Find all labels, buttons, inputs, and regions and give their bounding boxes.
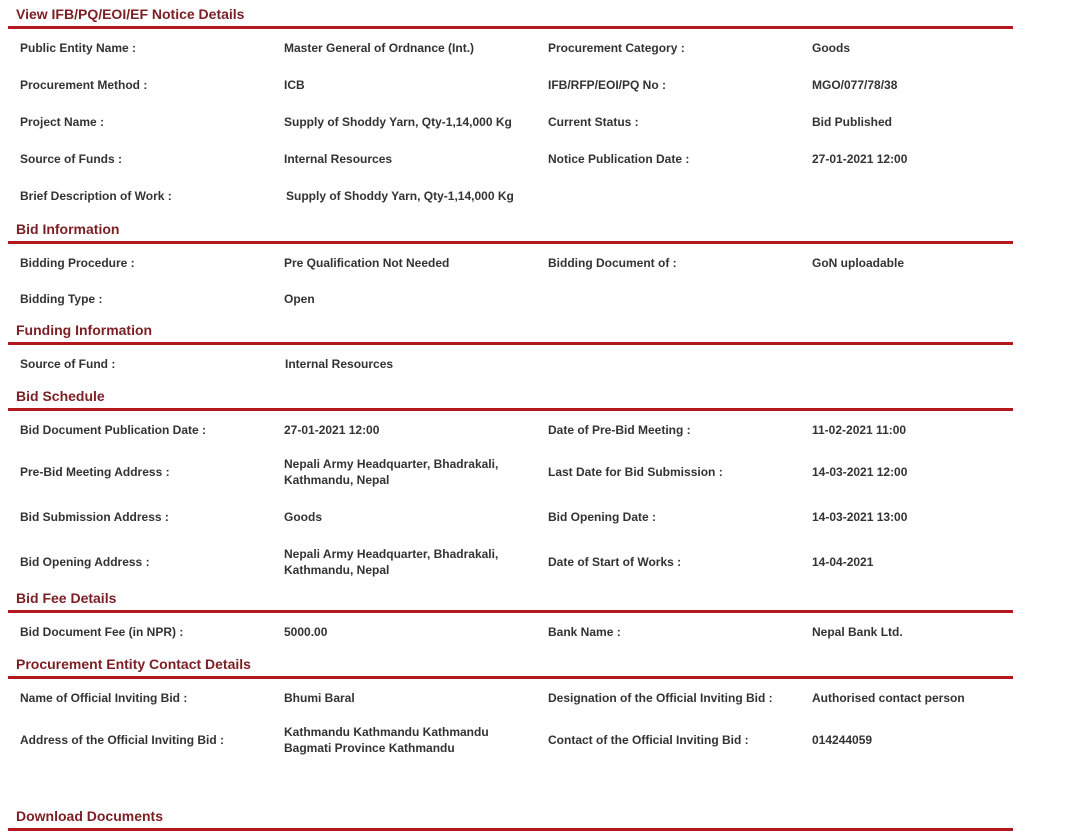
pre-bid-meeting-address-value: Nepali Army Headquarter, Bhadrakali, Kathmandu, Nepal <box>284 456 499 487</box>
bid-submission-address-label: Bid Submission Address : <box>20 509 169 524</box>
current-status-value: Bid Published <box>812 114 893 129</box>
empty-cell <box>800 177 1013 215</box>
public-entity-name-value: Master General of Ordnance (Int.) <box>284 40 475 55</box>
bid-doc-publication-date-label: Bid Document Publication Date : <box>20 423 207 437</box>
notice-publication-date-value: 27-01-2021 12:00 <box>812 151 908 166</box>
official-name-value: Bhumi Baral <box>284 691 355 705</box>
procurement-category-value: Goods <box>812 40 850 55</box>
empty-cell <box>536 345 800 382</box>
bid-schedule-heading: Bid Schedule <box>8 382 1013 411</box>
procurement-method-value: ICB <box>284 77 305 92</box>
funding-information-heading: Funding Information <box>8 316 1013 345</box>
official-address-value: Kathmandu Kathmandu Kathmandu Bagmati Province Kathmandu <box>284 724 489 755</box>
bid-schedule-grid <box>8 411 1013 584</box>
bid-information-heading: Bid Information <box>8 215 1013 244</box>
last-date-bid-submission-label: Last Date for Bid Submission : <box>548 464 723 479</box>
pre-bid-meeting-address-label: Pre-Bid Meeting Address : <box>20 464 170 479</box>
brief-description-value: Supply of Shoddy Yarn, Qty-1,14,000 Kg <box>286 189 514 203</box>
bid-opening-date-value: 14-03-2021 13:00 <box>812 509 908 524</box>
notice-details-grid <box>8 29 1013 215</box>
date-start-of-works-value: 14-04-2021 <box>812 554 874 569</box>
download-documents-heading[interactable]: Download Documents <box>8 802 1013 831</box>
notice-details-heading: View IFB/PQ/EOI/EF Notice Details <box>8 0 1013 29</box>
funding-information-grid <box>8 345 1013 382</box>
procurement-method-label: Procurement Method : <box>20 77 148 92</box>
bid-doc-publication-date-value: 27-01-2021 12:00 <box>284 423 380 437</box>
ifb-no-value: MGO/077/78/38 <box>812 77 898 92</box>
bid-document-fee-label: Bid Document Fee (in NPR) : <box>20 624 184 639</box>
procurement-category-label: Procurement Category : <box>548 40 685 55</box>
ifb-no-label: IFB/RFP/EOI/PQ No : <box>548 77 667 92</box>
date-start-of-works-label: Date of Start of Works : <box>548 554 682 569</box>
pre-bid-meeting-date-value: 11-02-2021 11:00 <box>812 423 907 437</box>
official-name-label: Name of Official Inviting Bid : <box>20 691 188 705</box>
bid-opening-address-value: Nepali Army Headquarter, Bhadrakali, Kathmandu, Nepal <box>284 546 499 577</box>
public-entity-name-label: Public Entity Name : <box>20 40 137 55</box>
source-of-fund-value: Internal Resources <box>285 356 394 371</box>
bank-name-value: Nepal Bank Ltd. <box>812 624 903 639</box>
bidding-document-of-value: GoN uploadable <box>812 255 905 270</box>
bidding-procedure-label: Bidding Procedure : <box>20 255 135 270</box>
bidding-document-of-label: Bidding Document of : <box>548 255 677 270</box>
notice-publication-date-label: Notice Publication Date : <box>548 151 690 166</box>
bank-name-label: Bank Name : <box>548 624 621 639</box>
empty-cell <box>800 345 1013 382</box>
bidding-type-value: Open <box>284 291 315 306</box>
source-of-funds-label: Source of Funds : <box>20 151 122 166</box>
notice-details-page <box>8 0 1013 831</box>
official-address-label: Address of the Official Inviting Bid : <box>20 732 225 747</box>
contact-details-grid <box>8 679 1013 762</box>
bid-opening-date-label: Bid Opening Date : <box>548 509 656 524</box>
bid-information-grid <box>8 244 1013 316</box>
current-status-label: Current Status : <box>548 114 639 129</box>
bid-submission-address-value: Goods <box>284 509 322 524</box>
pre-bid-meeting-date-label: Date of Pre-Bid Meeting : <box>548 423 691 437</box>
source-of-funds-value: Internal Resources <box>284 151 393 166</box>
official-designation-label: Designation of the Official Inviting Bid : <box>548 691 773 705</box>
spacer <box>8 762 1013 802</box>
bidding-type-label: Bidding Type : <box>20 291 103 306</box>
empty-cell <box>536 177 800 215</box>
bid-fee-grid <box>8 613 1013 650</box>
last-date-bid-submission-value: 14-03-2021 12:00 <box>812 464 908 479</box>
source-of-fund-label: Source of Fund : <box>20 356 116 371</box>
official-designation-value: Authorised contact person <box>812 691 965 705</box>
project-name-label: Project Name : <box>20 114 105 129</box>
brief-description-label: Brief Description of Work : <box>20 189 172 203</box>
bid-opening-address-label: Bid Opening Address : <box>20 554 150 569</box>
official-contact-label: Contact of the Official Inviting Bid : <box>548 732 749 747</box>
empty-cell <box>800 281 1013 316</box>
bid-document-fee-value: 5000.00 <box>284 624 328 639</box>
project-name-value: Supply of Shoddy Yarn, Qty-1,14,000 Kg <box>284 114 512 129</box>
official-contact-value: 014244059 <box>812 732 873 747</box>
contact-details-heading: Procurement Entity Contact Details <box>8 650 1013 679</box>
bidding-procedure-value: Pre Qualification Not Needed <box>284 255 450 270</box>
bid-fee-details-heading: Bid Fee Details <box>8 584 1013 613</box>
empty-cell <box>536 281 800 316</box>
